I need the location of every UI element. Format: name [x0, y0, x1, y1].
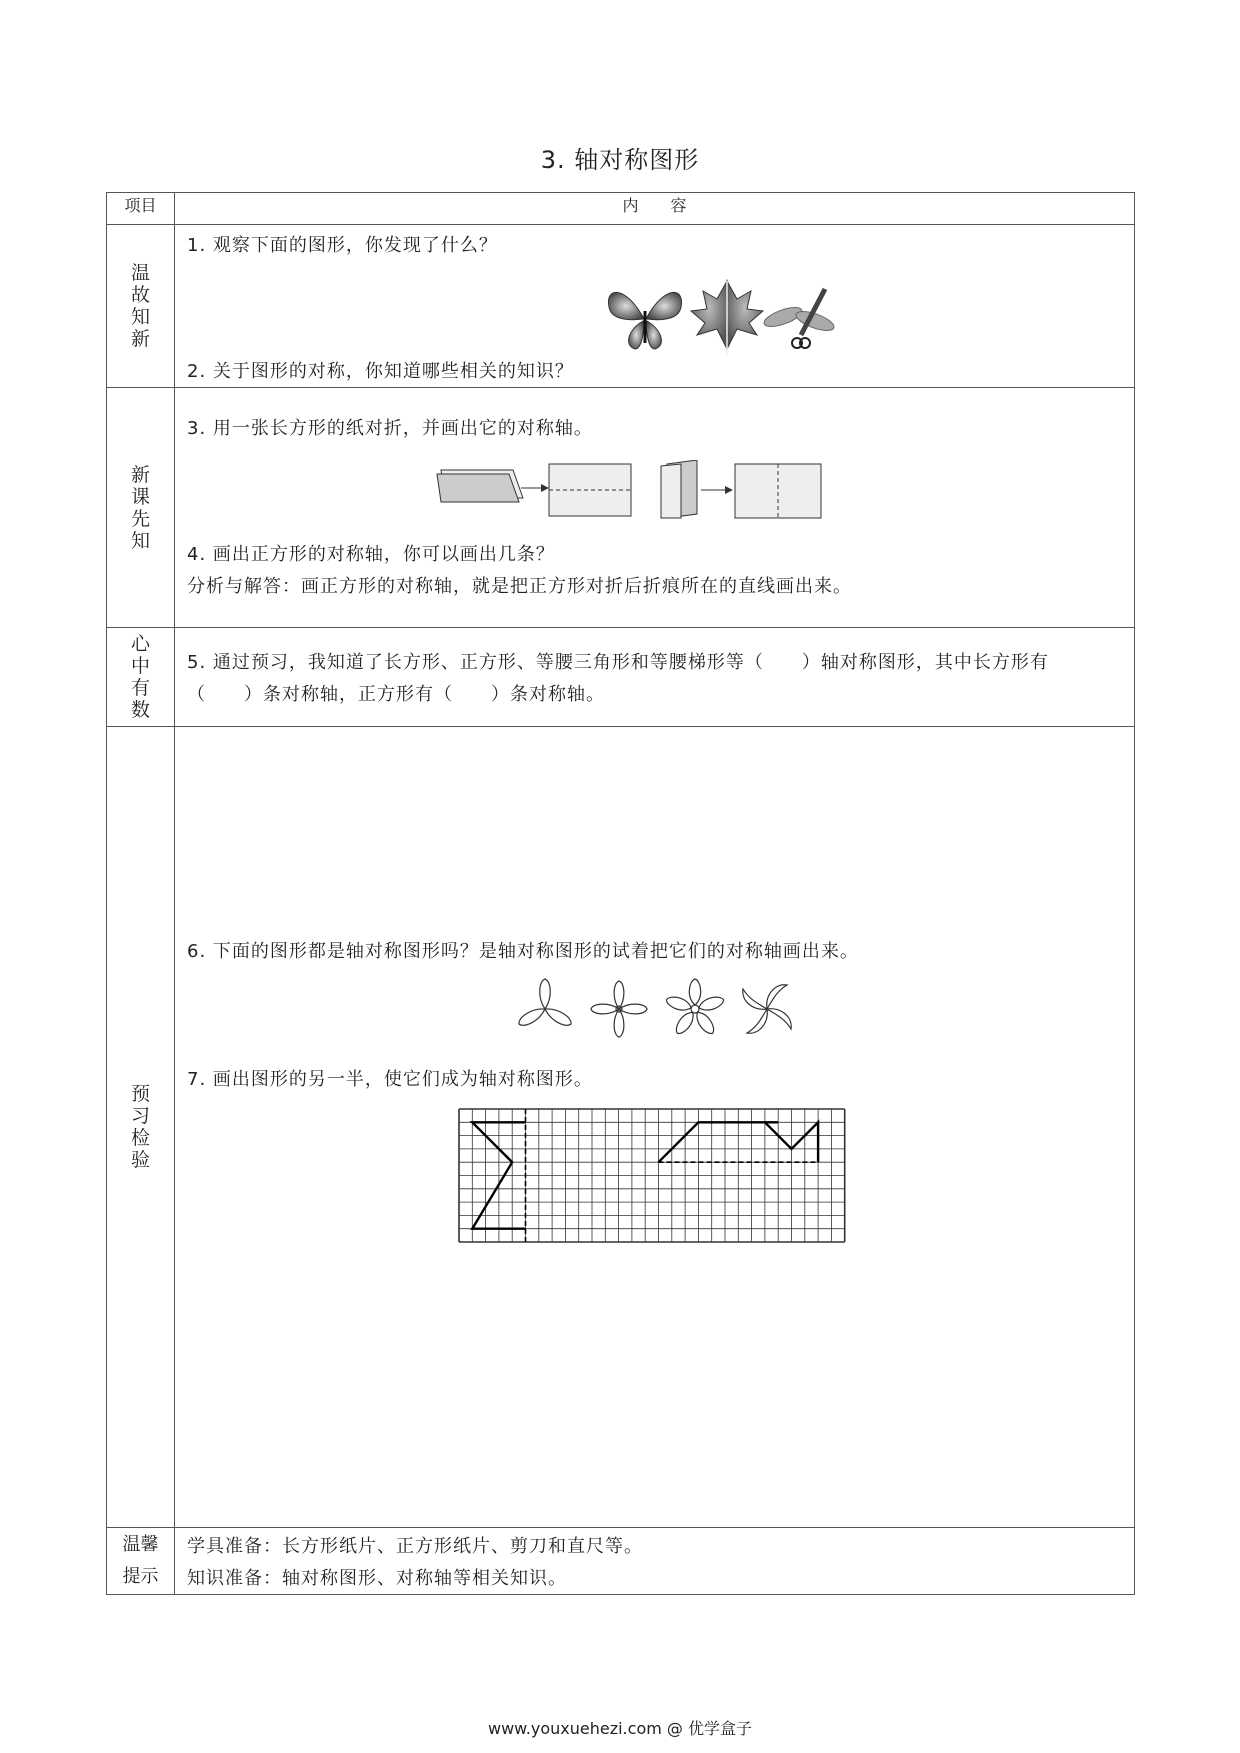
drawing-grid	[457, 1107, 857, 1247]
dragonfly-icon	[762, 289, 835, 348]
tip-tools: 学具准备：长方形纸片、正方形纸片、剪刀和直尺等。	[187, 1536, 643, 1557]
pinwheel-icon	[743, 985, 791, 1033]
butterfly-icon	[608, 292, 681, 349]
question-1: 1. 观察下面的图形，你发现了什么？	[187, 235, 498, 256]
nature-images	[605, 277, 835, 357]
section-label: 预习检验	[130, 1083, 150, 1171]
section-label: 心中有数	[130, 633, 150, 721]
section-check	[107, 727, 1135, 1528]
section-preview	[107, 388, 1135, 628]
section-summary	[107, 628, 1135, 727]
flower-4-petals-icon	[591, 981, 647, 1037]
footer-watermark: www.youxuehezi.com @ 优学盒子	[488, 1719, 752, 1738]
question-6: 6. 下面的图形都是轴对称图形吗？是轴对称图形的试着把它们的对称轴画出来。	[187, 941, 859, 962]
folding-diagram	[435, 460, 855, 530]
flower-5-petals-icon	[665, 979, 726, 1037]
header-content: 内 容	[175, 193, 1135, 225]
question-3: 3. 用一张长方形的纸对折，并画出它的对称轴。	[187, 418, 593, 439]
flower-shapes	[515, 977, 795, 1039]
section-label: 新课先知	[130, 463, 150, 552]
section-review	[107, 225, 1135, 388]
question-2: 2. 关于图形的对称，你知道哪些相关的知识？	[187, 361, 574, 382]
question-4: 4. 画出正方形的对称轴，你可以画出几条？	[187, 544, 555, 565]
section-label: 温故知新	[130, 262, 150, 350]
section-label: 温馨提示	[122, 1534, 159, 1587]
question-7: 7. 画出图形的另一半，使它们成为轴对称图形。	[187, 1069, 593, 1090]
header-item: 项目	[107, 193, 175, 225]
question-5-line-1: 5. 通过预习，我知道了长方形、正方形、等腰三角形和等腰梯形等（ ）轴对称图形，其中长方形有	[187, 652, 1049, 673]
analysis-text: 分析与解答：画正方形的对称轴，就是把正方形对折后折痕所在的直线画出来。	[187, 576, 852, 597]
question-5-line-2: （ ）条对称轴，正方形有（ ）条对称轴。	[187, 684, 605, 705]
flower-3-petals-icon	[516, 979, 573, 1029]
worksheet-table	[106, 192, 1135, 1595]
page-title: 3. 轴对称图形	[540, 146, 700, 174]
table-header	[107, 193, 1135, 225]
leaf-icon	[691, 281, 763, 355]
tip-knowledge: 知识准备：轴对称图形、对称轴等相关知识。	[187, 1568, 567, 1589]
section-tips	[107, 1528, 1135, 1595]
